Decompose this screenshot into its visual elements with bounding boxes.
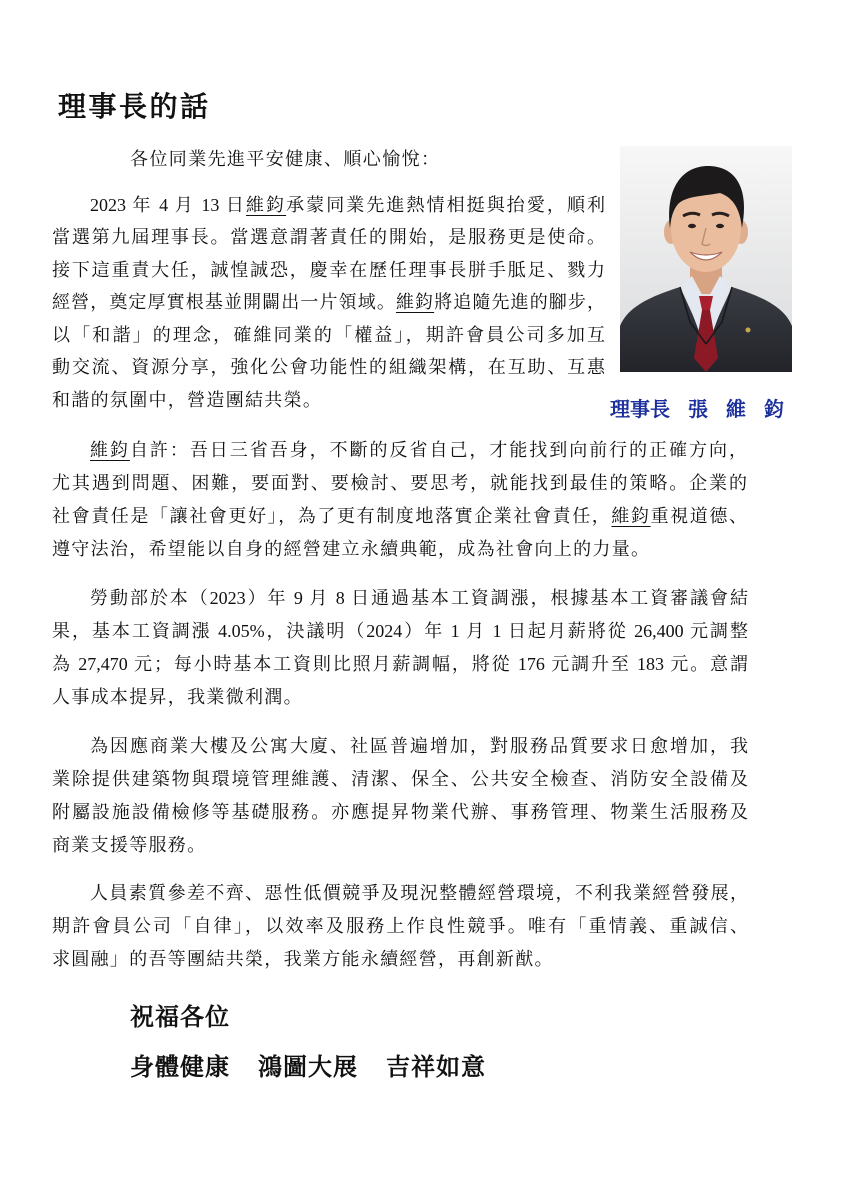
paragraph-line <box>52 648 748 681</box>
text-segment: 遵守法治，希望能以自身的經營建立永續典範，成為社會向上的力量。 <box>52 538 651 559</box>
text-segment: 承蒙同業先進熱情相挺與抬愛，順利 <box>286 194 606 215</box>
paragraph-5 <box>52 877 748 976</box>
underlined-name: 維鈞 <box>245 194 287 215</box>
portrait-caption: 理事長 張 維 鈞 <box>610 399 784 421</box>
text-segment: 社會責任是「讓社會更好」，為了更有制度地落實企業社會責任， <box>52 505 612 526</box>
text-segment: 重視道德、 <box>650 505 748 526</box>
text-segment: 和諧的氛圍中，營造團結共榮。 <box>52 389 323 410</box>
paragraph-2 <box>52 434 747 566</box>
text-segment: 人員素質參差不齊、惡性低價競爭及現況整體經營環境，不利我業經營發展， <box>90 882 748 903</box>
paragraph-3 <box>52 582 748 714</box>
text-segment: 為 27,470 元；每小時基本工資則比照月薪調幅，將從 176 元調升至 183 元。意謂 <box>52 653 748 674</box>
wish-phrase: 鴻圖大展 <box>258 1055 358 1081</box>
text-segment: 勞動部於本（2023）年 9 月 8 日通過基本工資調漲，根據基本工資審議會結 <box>90 587 748 608</box>
paragraph-line <box>52 910 748 943</box>
text-segment: 人事成本提昇，我業微利潤。 <box>52 686 303 707</box>
paragraph-line <box>52 681 748 714</box>
paragraph-line <box>52 254 605 287</box>
underlined-name: 維鈞 <box>611 505 651 526</box>
paragraph-1 <box>52 189 605 417</box>
paragraph-line <box>52 500 747 533</box>
text-segment: 求圓融」的吾等團結共榮，我業方能永續經營，再創新猷。 <box>52 948 554 969</box>
paragraph-line <box>52 763 748 796</box>
greeting-line: 各位同業先進平安健康、順心愉悅： <box>130 149 441 169</box>
paragraph-line <box>52 434 747 467</box>
paragraph-line <box>52 533 747 566</box>
paragraph-line <box>52 319 605 352</box>
text-segment: 2023 年 4 月 13 日 <box>90 194 246 215</box>
text-segment: 期許會員公司「自律」，以效率及服務上作良性競爭。唯有「重情義、重誠信、 <box>52 915 748 936</box>
text-segment: 尤其遇到問題、困難，要面對、要檢討、要思考，就能找到最佳的策略。企業的 <box>52 472 747 493</box>
text-segment: 將追隨先進的腳步， <box>434 292 606 312</box>
paragraph-line <box>52 615 748 648</box>
paragraph-line <box>52 943 748 976</box>
underlined-name: 維鈞 <box>90 439 130 460</box>
text-segment: 果，基本工資調漲 4.05%，決議明（2024）年 1 月 1 日起月薪將從 26,400 元調整 <box>52 620 748 641</box>
chairman-portrait <box>620 146 792 372</box>
paragraph-line <box>52 582 748 615</box>
paragraph-line <box>52 829 748 862</box>
paragraph-line <box>52 221 605 254</box>
text-segment: 為因應商業大樓及公寓大廈、社區普遍增加，對服務品質要求日愈增加，我 <box>90 735 748 756</box>
text-segment: 動交流、資源分享，強化公會功能性的組織架構，在互助、互惠 <box>52 357 605 377</box>
text-segment: 業除提供建築物與環境管理維護、清潔、保全、公共安全檢查、消防安全設備及 <box>52 768 748 789</box>
paragraph-line <box>52 384 605 417</box>
text-segment: 接下這重責大任，誠惶誠恐，慶幸在歷任理事長胼手胝足、戮力 <box>52 259 605 280</box>
page-title: 理事長的話 <box>58 92 211 123</box>
paragraph-line <box>52 796 748 829</box>
portrait-photo <box>620 146 792 372</box>
underlined-name: 維鈞 <box>395 292 435 312</box>
text-segment: 當選第九屆理事長。當選意謂著責任的開始，是服務更是使命。 <box>52 227 605 247</box>
text-segment: 經營，奠定厚實根基並開闢出一片領域。 <box>52 292 396 312</box>
text-segment: 附屬設施設備檢修等基礎服務。亦應提昇物業代辦、事務管理、物業生活服務及 <box>52 801 748 822</box>
closing-wishes <box>130 1053 486 1083</box>
paragraph-line <box>52 877 748 910</box>
text-segment: 自許：吾日三省吾身，不斷的反省自己，才能找到向前行的正確方向， <box>129 439 747 460</box>
paragraph-line <box>52 730 748 763</box>
wish-phrase: 吉祥如意 <box>386 1055 486 1081</box>
paragraph-line <box>52 286 605 319</box>
paragraph-line <box>52 467 747 500</box>
paragraph-4 <box>52 730 748 862</box>
text-segment: 商業支援等服務。 <box>52 834 207 855</box>
text-segment: 以「和諧」的理念，確維同業的「權益」，期許會員公司多加互 <box>52 324 605 345</box>
wish-phrase: 身體健康 <box>130 1055 230 1081</box>
paragraph-line <box>52 189 605 222</box>
closing-blessing: 祝福各位 <box>130 1005 230 1031</box>
paragraph-line <box>52 351 605 384</box>
